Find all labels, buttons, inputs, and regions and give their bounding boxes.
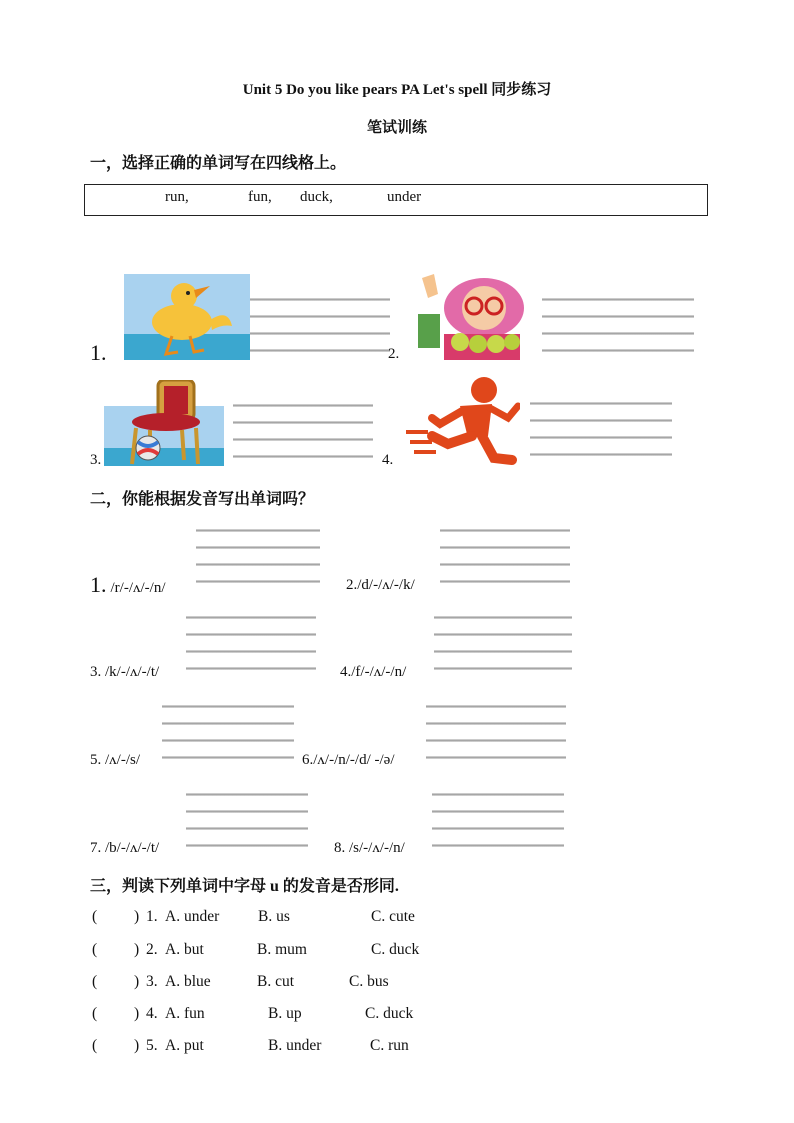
answer-close-paren: ) bbox=[134, 973, 140, 990]
writing-lines[interactable] bbox=[186, 793, 308, 851]
word-bank-word: fun, bbox=[248, 189, 272, 205]
option-a: A. put bbox=[165, 1037, 204, 1054]
answer-open-paren[interactable]: ( bbox=[92, 1037, 98, 1054]
row-number: 2. bbox=[146, 941, 158, 958]
option-a: A. but bbox=[165, 941, 204, 958]
phonetic-text: /s/-/ʌ/-/n/ bbox=[349, 840, 405, 856]
item-number: 1. bbox=[90, 572, 107, 597]
phonetic-item bbox=[302, 752, 394, 769]
section3-heading-post: 的发音是否形同. bbox=[282, 878, 399, 895]
writing-lines[interactable] bbox=[440, 529, 570, 587]
option-c: C. run bbox=[370, 1037, 409, 1054]
section1-heading: 一，选择正确的单词写在四线格上。 bbox=[90, 155, 347, 172]
running-boy-picture bbox=[402, 374, 520, 466]
writing-lines[interactable] bbox=[426, 705, 566, 763]
worksheet-subtitle: 笔试训练 bbox=[366, 120, 427, 136]
word-bank-word: duck, bbox=[300, 189, 333, 205]
option-a: A. blue bbox=[165, 973, 211, 990]
answer-open-paren[interactable]: ( bbox=[92, 1005, 98, 1022]
judge-row bbox=[0, 1005, 794, 1029]
option-b: B. up bbox=[268, 1005, 302, 1022]
item-number: 6. bbox=[302, 752, 314, 768]
answer-close-paren: ) bbox=[134, 908, 140, 925]
word-bank-box bbox=[84, 184, 708, 216]
option-a: A. under bbox=[165, 908, 220, 925]
option-a: A. fun bbox=[165, 1005, 205, 1022]
writing-lines[interactable] bbox=[162, 705, 294, 763]
option-c: C. duck bbox=[365, 1005, 414, 1022]
phonetic-text: /d/-/ʌ/-/k/ bbox=[357, 577, 415, 593]
answer-open-paren[interactable]: ( bbox=[92, 973, 98, 990]
phonetic-text: /r/-/ʌ/-/n/ bbox=[110, 580, 166, 596]
writing-lines[interactable] bbox=[530, 402, 672, 460]
option-c: C. cute bbox=[371, 908, 415, 925]
writing-lines[interactable] bbox=[250, 298, 390, 358]
funny-clown-picture bbox=[414, 272, 526, 362]
phonetic-text: /k/-/ʌ/-/t/ bbox=[105, 664, 160, 680]
writing-lines[interactable] bbox=[186, 616, 316, 674]
phonetic-item bbox=[340, 664, 406, 681]
judge-row bbox=[0, 908, 794, 932]
item-number: 5. bbox=[90, 752, 102, 768]
section3-heading-letter: u bbox=[270, 878, 279, 895]
row-number: 1. bbox=[146, 908, 158, 925]
section3-heading bbox=[90, 873, 399, 896]
phonetic-item bbox=[90, 752, 140, 769]
option-b: B. cut bbox=[257, 973, 295, 990]
row-number: 5. bbox=[146, 1037, 158, 1054]
phonetic-item bbox=[90, 664, 159, 681]
phonetic-text: /ʌ/-/n/-/d/ -/ə/ bbox=[313, 752, 395, 768]
phonetic-item bbox=[90, 572, 166, 598]
row-number: 3. bbox=[146, 973, 158, 990]
item-number: 2. bbox=[346, 577, 358, 593]
writing-lines[interactable] bbox=[196, 529, 320, 587]
phonetic-item bbox=[90, 840, 159, 857]
item-number: 3. bbox=[90, 452, 102, 468]
item-number: 2. bbox=[388, 346, 400, 362]
item-number: 3. bbox=[90, 664, 102, 680]
judge-row bbox=[0, 1037, 794, 1061]
answer-close-paren: ) bbox=[134, 941, 140, 958]
writing-lines[interactable] bbox=[233, 404, 373, 462]
word-bank-word: under bbox=[387, 189, 422, 205]
row-number: 4. bbox=[146, 1005, 158, 1022]
section3-heading-pre: 三，判读下列单词中字母 bbox=[90, 878, 267, 895]
phonetic-text: /b/-/ʌ/-/t/ bbox=[105, 840, 160, 856]
duck-picture bbox=[124, 274, 250, 360]
ball-under-chair-picture bbox=[104, 380, 224, 466]
item-number: 4. bbox=[382, 452, 394, 468]
judge-row bbox=[0, 941, 794, 965]
item-number: 1. bbox=[90, 340, 107, 365]
item-number: 7. bbox=[90, 840, 102, 856]
answer-close-paren: ) bbox=[134, 1037, 140, 1054]
section2-heading: 二，你能根据发音写出单词吗？ bbox=[90, 491, 315, 508]
option-c: C. bus bbox=[349, 973, 389, 990]
answer-open-paren[interactable]: ( bbox=[92, 941, 98, 958]
writing-lines[interactable] bbox=[542, 298, 694, 358]
option-b: B. mum bbox=[257, 941, 307, 958]
writing-lines[interactable] bbox=[432, 793, 564, 851]
phonetic-item bbox=[346, 577, 415, 594]
answer-open-paren[interactable]: ( bbox=[92, 908, 98, 925]
phonetic-text: /ʌ/-/s/ bbox=[105, 752, 141, 768]
word-bank-word: run, bbox=[165, 189, 189, 205]
phonetic-item bbox=[334, 840, 405, 857]
worksheet-title: Unit 5 Do you like pears PA Let's spell 同步练习 bbox=[242, 82, 552, 98]
item-number: 4. bbox=[340, 664, 352, 680]
answer-close-paren: ) bbox=[134, 1005, 140, 1022]
writing-lines[interactable] bbox=[434, 616, 572, 674]
option-c: C. duck bbox=[371, 941, 420, 958]
option-b: B. us bbox=[258, 908, 290, 925]
judge-row bbox=[0, 973, 794, 997]
item-number: 8. bbox=[334, 840, 346, 856]
phonetic-text: /f/-/ʌ/-/n/ bbox=[351, 664, 407, 680]
option-b: B. under bbox=[268, 1037, 322, 1054]
